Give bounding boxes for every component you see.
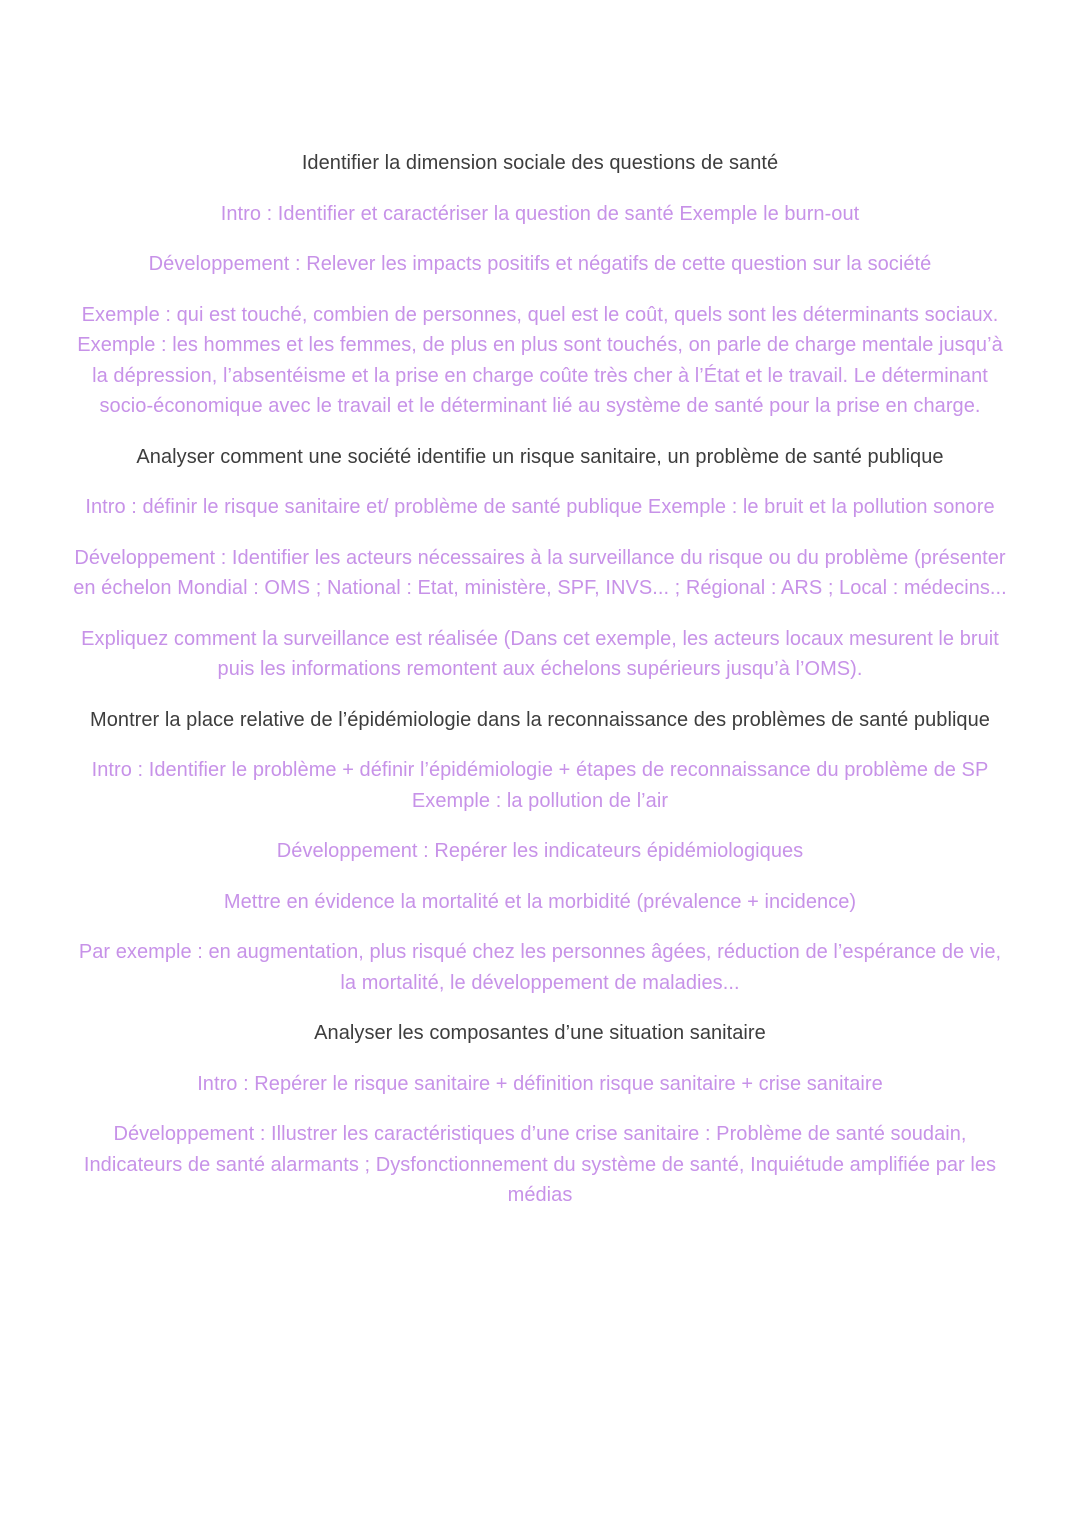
- section-heading: Montrer la place relative de l’épidémiologie dans la reconnaissance des problèmes de santé publique: [90, 708, 990, 731]
- section-intro: Intro : définir le risque sanitaire et/ problème de santé publique Exemple : le bruit et la pollution sonore: [85, 496, 995, 518]
- section-development: Développement : Identifier les acteurs nécessaires à la surveillance du risque ou du problème (présenter en échelon Mondial : OMS ; National : Etat, ministère, SPF, INVS... ; Régional : ARS ; Local : médecins...: [73, 546, 1007, 599]
- section-heading: Analyser comment une société identifie un risque sanitaire, un problème de santé publique: [136, 445, 944, 468]
- section-point: Mettre en évidence la mortalité et la morbidité (prévalence + incidence): [223, 890, 857, 913]
- section-intro: Intro : Identifier et caractériser la question de santé Exemple le burn-out: [220, 202, 860, 225]
- section-development: Développement : Illustrer les caractéristiques d’une crise sanitaire : Problème de santé soudain, Indicateurs de santé alarmants ; Dysfonctionnement du système de santé, Inquiétude amplifiée par les médias: [83, 1123, 997, 1206]
- section-development: Développement : Relever les impacts positifs et négatifs de cette question sur la société: [148, 253, 932, 275]
- section-heading: Analyser les composantes d’une situation sanitaire: [314, 1022, 766, 1044]
- section-explanation: Expliquez comment la surveillance est réalisée (Dans cet exemple, les acteurs locaux mesurent le bruit puis les informations remontent aux échelons supérieurs jusqu’à l’OMS).: [81, 627, 999, 680]
- section-heading: Identifier la dimension sociale des questions de santé: [301, 152, 779, 174]
- section-example: Exemple : qui est touché, combien de personnes, quel est le coût, quels sont les déterminants sociaux. Exemple : les hommes et les femmes, de plus en plus sont touchés, on parle de charge mentale jusqu’à la dépression, l’absentéisme et la prise en charge coûte très cher à l’État et le travail. Le déterminant socio-économique avec le travail et le déterminant lié au système de santé pour la prise en charge.: [77, 303, 1003, 417]
- section-intro: Intro : Identifier le problème + définir l’épidémiologie + étapes de reconnaissance du problème de SP Exemple : la pollution de l’air: [91, 759, 989, 812]
- document-content: [70, 148, 1010, 1231]
- section-development: Développement : Repérer les indicateurs épidémiologiques: [276, 840, 804, 862]
- section-intro: Intro : Repérer le risque sanitaire + définition risque sanitaire + crise sanitaire: [197, 1072, 883, 1095]
- section-example: Par exemple : en augmentation, plus risqué chez les personnes âgées, réduction de l’espérance de vie, la mortalité, le développement de maladies...: [78, 941, 1002, 994]
